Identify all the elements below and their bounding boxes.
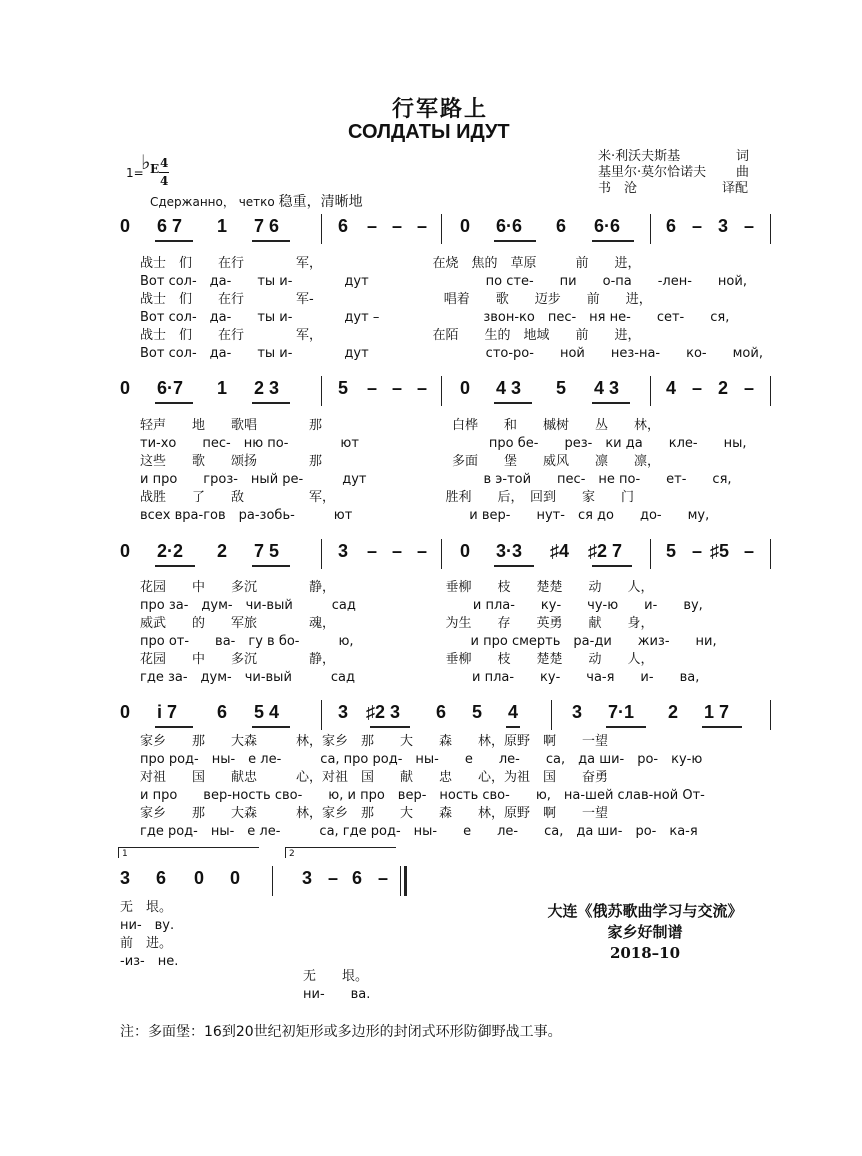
note: 6 (666, 216, 677, 236)
lyric-line (0, 273, 862, 291)
note: 2 (217, 541, 228, 561)
note: 0 (120, 216, 131, 236)
note-row (0, 539, 862, 567)
note: 3 (120, 868, 131, 888)
note: – (392, 216, 403, 236)
underline (252, 726, 290, 728)
note: 6 (352, 868, 363, 888)
note: 2 3 (254, 378, 280, 398)
note-row (0, 214, 862, 242)
lyric-line (0, 471, 862, 489)
note: 0 (120, 702, 131, 722)
bar-line (321, 539, 322, 569)
note: – (744, 216, 755, 236)
note: 5 4 (254, 702, 280, 722)
note: 3 (302, 868, 313, 888)
note: 2 (668, 702, 679, 722)
lyric-text: 轻声 地 歌唱 那 白桦 和 槭树 丛 林， (140, 418, 661, 433)
lyric-text: про за- дум- чи-вый сад и пла- ку- чу-ю и- ву, (140, 598, 703, 613)
lyric-line (0, 255, 862, 273)
lyric-text: где за- дум- чи-вый сад и пла- ку- ча-я и- ва, (140, 670, 700, 685)
lyric-text: Вот сол- да- ты и- дут – звон-ко пес- ня не- сет- ся, (140, 310, 730, 325)
note: – (417, 378, 428, 398)
bar-line (272, 866, 273, 896)
underline (494, 240, 536, 242)
note: 0 (460, 541, 471, 561)
note: 5 (338, 378, 349, 398)
note: i 7 (157, 702, 178, 722)
lyric-text: ти-хо пес- ню по- ют про бе- рез- ки да кле- ны, (140, 436, 747, 451)
time-signature-bottom: 4 (160, 174, 169, 188)
lyric-line (0, 805, 862, 823)
note: 6·7 (157, 378, 184, 398)
lyric-text: 威武 的 军旅 魂， 为生 存 英勇 献 身， (140, 616, 654, 631)
note: 0 (460, 378, 471, 398)
note: 5 (472, 702, 483, 722)
note: 3 (338, 702, 349, 722)
underline (252, 565, 290, 567)
lyric-text: 无 垠。 (303, 969, 369, 984)
lyric-text: Вот сол- да- ты и- дут по сте- пи о-па -лен- ной, (140, 274, 747, 289)
bar-line (650, 214, 651, 244)
note: 7 6 (254, 216, 280, 236)
note: 6 (436, 702, 447, 722)
lyric-text: где род- ны- е ле- са, где род- ны- е ле- са, да ши- ро- ка-я (140, 824, 698, 839)
note: – (417, 541, 428, 561)
page-title-russian: СОЛДАТЫ ИДУТ (348, 121, 510, 143)
note: 7 5 (254, 541, 280, 561)
footnote: 注：多面堡：16到20世纪初矩形或多边形的封闭式环形防御野战工事。 (120, 1024, 562, 1040)
underline (592, 240, 634, 242)
lyric-text: 前 进。 (120, 936, 173, 951)
bar-line (321, 376, 322, 406)
credit-role: 译配 (722, 181, 749, 196)
lyric-line (0, 327, 862, 345)
lyric-line (0, 751, 862, 769)
note: 6 (556, 216, 567, 236)
bar-line (441, 214, 442, 244)
note: 6·6 (594, 216, 621, 236)
lyric-text: 战士 们 在行 军- 唱着 歌 迈步 前 进， (140, 292, 652, 307)
bar-line (770, 376, 771, 406)
note: – (367, 541, 378, 561)
lyric-line (0, 453, 862, 471)
lyric-line (0, 489, 862, 507)
note: – (392, 378, 403, 398)
note: – (417, 216, 428, 236)
note: 1 (217, 216, 228, 236)
ending-lyrics-1 (120, 899, 178, 971)
underline (506, 726, 520, 728)
lyric-text: 战士 们 在行 军， 在烧 焦的 草原 前 进， (140, 256, 641, 271)
note: 5 (556, 378, 567, 398)
underline (155, 402, 193, 404)
lyric-line (0, 633, 862, 651)
arranger-line-3: 2018–10 (609, 944, 681, 962)
note: 0 (120, 378, 131, 398)
note-row (0, 866, 862, 894)
lyric-line (0, 597, 862, 615)
bar-line (321, 214, 322, 244)
note: 7·1 (608, 702, 635, 722)
key-prefix: 1= (126, 166, 144, 180)
volta-bracket-1 (118, 847, 259, 858)
bar-line (551, 700, 552, 730)
lyric-text: 对祖 国 献忠 心，对祖 国 献 忠 心，为祖 国 奋勇 (140, 770, 609, 785)
note: 2 (718, 378, 729, 398)
note: 1 7 (704, 702, 730, 722)
bar-line (441, 376, 442, 406)
note: 0 (230, 868, 241, 888)
credit-composer: 基里尔·莫尔恰诺夫 (598, 165, 707, 180)
note: 6 (156, 868, 167, 888)
note: – (392, 541, 403, 561)
note: 6·6 (496, 216, 523, 236)
note-row (0, 376, 862, 404)
note: 4 (508, 702, 519, 722)
note: 3 (572, 702, 583, 722)
time-signature-top: 4 (160, 156, 169, 170)
underline (155, 240, 193, 242)
arranger-block (510, 901, 780, 964)
lyric-line (0, 291, 862, 309)
bar-line (650, 376, 651, 406)
lyric-line (0, 507, 862, 525)
note: 3 (718, 216, 729, 236)
note: – (744, 541, 755, 561)
underline (606, 726, 646, 728)
note: 6 (217, 702, 228, 722)
lyric-text: ни- ва. (303, 987, 371, 1002)
lyric-text: 无 垠。 (120, 900, 173, 915)
lyric-text: 战胜 了 敌 军， 胜利 后， 回到 家 门 (140, 490, 635, 505)
lyric-line (0, 309, 862, 327)
lyric-text: всех вра-гов ра-зобь- ют и вер- нут- ся до до- му, (140, 508, 710, 523)
note: ♯5 (710, 541, 730, 561)
bar-line (770, 539, 771, 569)
credit-name: 米·利沃夫斯基 (598, 149, 681, 164)
final-bar-thick (404, 866, 407, 896)
lyric-line (0, 787, 862, 805)
lyric-text: 花园 中 多沉 静， 垂柳 枝 楚楚 动 人， (140, 580, 654, 595)
lyric-line (0, 579, 862, 597)
page-title-chinese: 行军路上 (392, 96, 489, 122)
underline (155, 565, 195, 567)
underline (494, 402, 532, 404)
lyric-line (0, 435, 862, 453)
lyric-text: -из- не. (120, 954, 179, 969)
volta-bracket-2 (285, 847, 396, 858)
note: 6 (338, 216, 349, 236)
lyric-text: ни- ву. (120, 918, 175, 933)
lyric-line (0, 733, 862, 751)
lyric-line (0, 417, 862, 435)
lyric-text: 这些 歌 颂扬 那 多面 堡 威风 凛 凛， (140, 454, 661, 469)
flat-sign: ♭ (141, 150, 151, 174)
bar-line (770, 700, 771, 730)
final-bar-thin (400, 866, 401, 896)
note: ♯2 3 (366, 702, 401, 722)
lyric-text: и про вер-ность сво- ю, и про вер- ность сво- ю, на-шей слав-ной От- (140, 788, 705, 803)
time-signature-line (159, 172, 169, 173)
note: – (744, 378, 755, 398)
bar-line (770, 214, 771, 244)
underline (592, 402, 630, 404)
tempo-russian: Сдержанно， четко (150, 195, 275, 209)
underline (592, 565, 632, 567)
note: – (692, 541, 703, 561)
underline (702, 726, 742, 728)
underline (494, 565, 534, 567)
note: – (328, 868, 339, 888)
lyric-text: 花园 中 多沉 静， 垂柳 枝 楚楚 动 人， (140, 652, 654, 667)
bar-line (650, 539, 651, 569)
note-row (0, 700, 862, 728)
lyric-text: и про гроз- ный ре- дут в э-той пес- не по- ет- ся, (140, 472, 732, 487)
note: – (367, 216, 378, 236)
note: 0 (460, 216, 471, 236)
note: 4 3 (496, 378, 522, 398)
arranger-line-1: 大连《俄苏歌曲学习与交流》 (547, 902, 743, 920)
bar-line (321, 700, 322, 730)
lyric-line (0, 769, 862, 787)
lyric-line (0, 345, 862, 363)
note: ♯4 (550, 541, 570, 561)
lyric-line (0, 651, 862, 669)
note: 4 (666, 378, 677, 398)
key-note: E (150, 162, 160, 176)
note: – (692, 216, 703, 236)
note: 3 (338, 541, 349, 561)
lyric-text: 家乡 那 大森 林，家乡 那 大 森 林，原野 啊 一望 (140, 734, 609, 749)
volta-label: 1 (122, 849, 128, 859)
credit-role: 曲 (736, 165, 750, 180)
underline (370, 726, 410, 728)
note: 0 (120, 541, 131, 561)
note: – (378, 868, 389, 888)
note: 4 3 (594, 378, 620, 398)
note: 5 (666, 541, 677, 561)
lyric-line (0, 823, 862, 841)
lyric-text: Вот сол- да- ты и- дут сто-ро- ной нез-на- ко- мой, (140, 346, 763, 361)
credit-translator: 书 沧 (598, 181, 638, 196)
lyric-line (0, 669, 862, 687)
lyric-text: 家乡 那 大森 林，家乡 那 大 森 林，原野 啊 一望 (140, 806, 609, 821)
note: 3·3 (496, 541, 523, 561)
underline (155, 726, 193, 728)
tempo-marking (150, 191, 363, 211)
credit-role: 词 (736, 149, 750, 164)
note: 6 7 (157, 216, 183, 236)
note: 2·2 (157, 541, 184, 561)
lyric-text: про от- ва- гу в бо- ю, и про смерть ра-ди жиз- ни, (140, 634, 717, 649)
arranger-line-2: 家乡好制谱 (607, 923, 683, 941)
note: 0 (194, 868, 205, 888)
bar-line (441, 539, 442, 569)
ending-lyrics-2 (303, 968, 370, 1004)
note: 1 (217, 378, 228, 398)
lyric-line (0, 615, 862, 633)
note: – (692, 378, 703, 398)
lyric-text: 战士 们 在行 军， 在陌 生的 地域 前 进， (140, 328, 641, 343)
underline (252, 402, 290, 404)
note: – (367, 378, 378, 398)
note: ♯2 7 (588, 541, 623, 561)
volta-label: 2 (289, 849, 295, 859)
lyric-text: про род- ны- е ле- са, про род- ны- е ле- са, да ши- ро- ку-ю (140, 752, 703, 767)
underline (252, 240, 290, 242)
tempo-chinese: 稳重，清晰地 (278, 194, 363, 210)
